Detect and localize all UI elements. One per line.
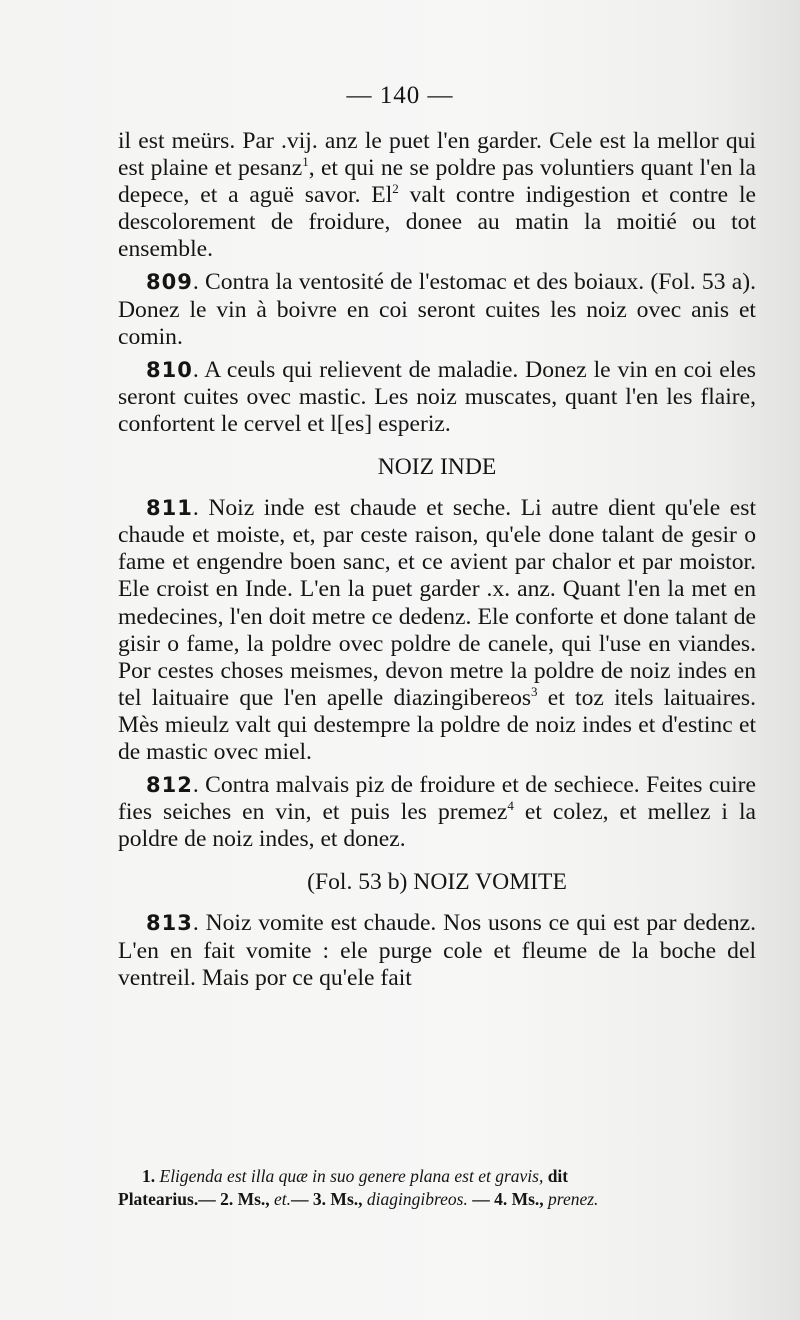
paragraph-text: , et qui ne se poldre pas voluntiers quant l'en la depece, et a aguë savor. El — [118, 155, 756, 209]
paragraph-text: . Noiz vomite est chaude. Nos usons ce qui est par dedenz. L'en en fait vomite : ele purge cole et fleume de la boche del ventreil. Mais por ce qu'ele fait — [118, 910, 756, 991]
main-text — [118, 128, 756, 992]
paragraph-text: . A ceuls qui relievent de maladie. Donez le vin en coi eles seront cuites ovec mastic. Les noiz muscates, quant l'en les flaire, confortent le cervel et l[es] esperiz. — [118, 356, 756, 437]
paragraph-809 — [118, 269, 756, 350]
paragraph-number: 810 — [146, 357, 193, 382]
footnote-number: 1. — [142, 1166, 156, 1186]
footnote-quote: Eligenda est illa quæ in suo genere plana est et gravis, — [159, 1166, 544, 1186]
footnote-text: — 4. Ms., — [472, 1189, 544, 1209]
footnote-text: dit — [547, 1166, 569, 1186]
paragraph-text: . Contra la ventosité de l'estomac et des boiaux. (Fol. 53 a). Donez le vin à boivre en coi seront cuites les noiz ovec anis et comin. — [118, 269, 756, 350]
footnote-text: — 3. Ms., — [291, 1189, 363, 1209]
section-heading-noiz-vomite: (Fol. 53 b) NOIZ VOMITE — [307, 869, 567, 896]
page-number: — 140 — — [346, 82, 454, 109]
paragraph-number: 809 — [146, 270, 193, 295]
paragraph-813 — [118, 910, 756, 991]
paragraph-811 — [118, 495, 756, 766]
paragraph-text: valt contre indigestion et contre le descolorement de froidure, donee au matin la moitié ou tot ensemble. — [118, 182, 756, 263]
paragraph-number: 812 — [146, 773, 193, 798]
paragraph-812 — [118, 772, 756, 853]
footnote-italic: diagingibreos. — [366, 1189, 468, 1209]
paragraph-text: et toz itels laituaires. Mès mieulz valt qui destempre la poldre de noiz indes et d'estinc et de mastic ovec miel. — [118, 684, 756, 765]
paragraph-number: 813 — [146, 911, 193, 936]
paragraph-text: il est meürs. Par .vij. anz le puet l'en garder. Cele est la mellor qui est plaine et pesanz — [118, 128, 756, 182]
footnote-ref-4: 4 — [507, 798, 514, 814]
footnote-ref-3: 3 — [531, 683, 538, 699]
footnote-italic: et. — [274, 1189, 292, 1209]
footnote-line-1 — [118, 1165, 758, 1188]
paragraph-text: . Contra malvais piz de froidure et de sechiece. Feites cuire fies seiches en vin, et puis les premez — [118, 772, 756, 826]
footnote-italic: prenez. — [548, 1189, 599, 1209]
paragraph-810 — [118, 357, 756, 438]
section-heading-noiz-inde: NOIZ INDE — [377, 454, 497, 481]
paragraph-continuation — [118, 128, 756, 263]
footnote-ref-1: 1 — [302, 154, 309, 170]
paragraph-text: et colez, et mellez i la poldre de noiz indes, et donez. — [118, 799, 756, 853]
paragraph-text: . Noiz inde est chaude et seche. Li autre dient qu'ele est chaude et moiste, et, par ceste raison, qu'ele done talant de gesir o fame et engendre boen sanc, et ce avient par chalor et par moistor. Ele croist en Inde. L'en la puet garder .x. anz. Quant l'en la met en medecines, l'en doit metre ce dedenz. Ele conforte et done talant de gisir o fame, la poldre ovec poldre de canele, qui l'use en viandes. Por cestes choses meismes, devon metre la poldre de noiz indes en tel laituaire que l'en apelle diazingibereos — [118, 495, 756, 711]
footnote-line-2 — [118, 1188, 758, 1211]
footnote-text: Platearius.— 2. Ms., — [118, 1189, 270, 1209]
footnote-ref-2: 2 — [392, 181, 399, 197]
footnotes — [118, 1165, 758, 1211]
paragraph-number: 811 — [146, 496, 193, 521]
